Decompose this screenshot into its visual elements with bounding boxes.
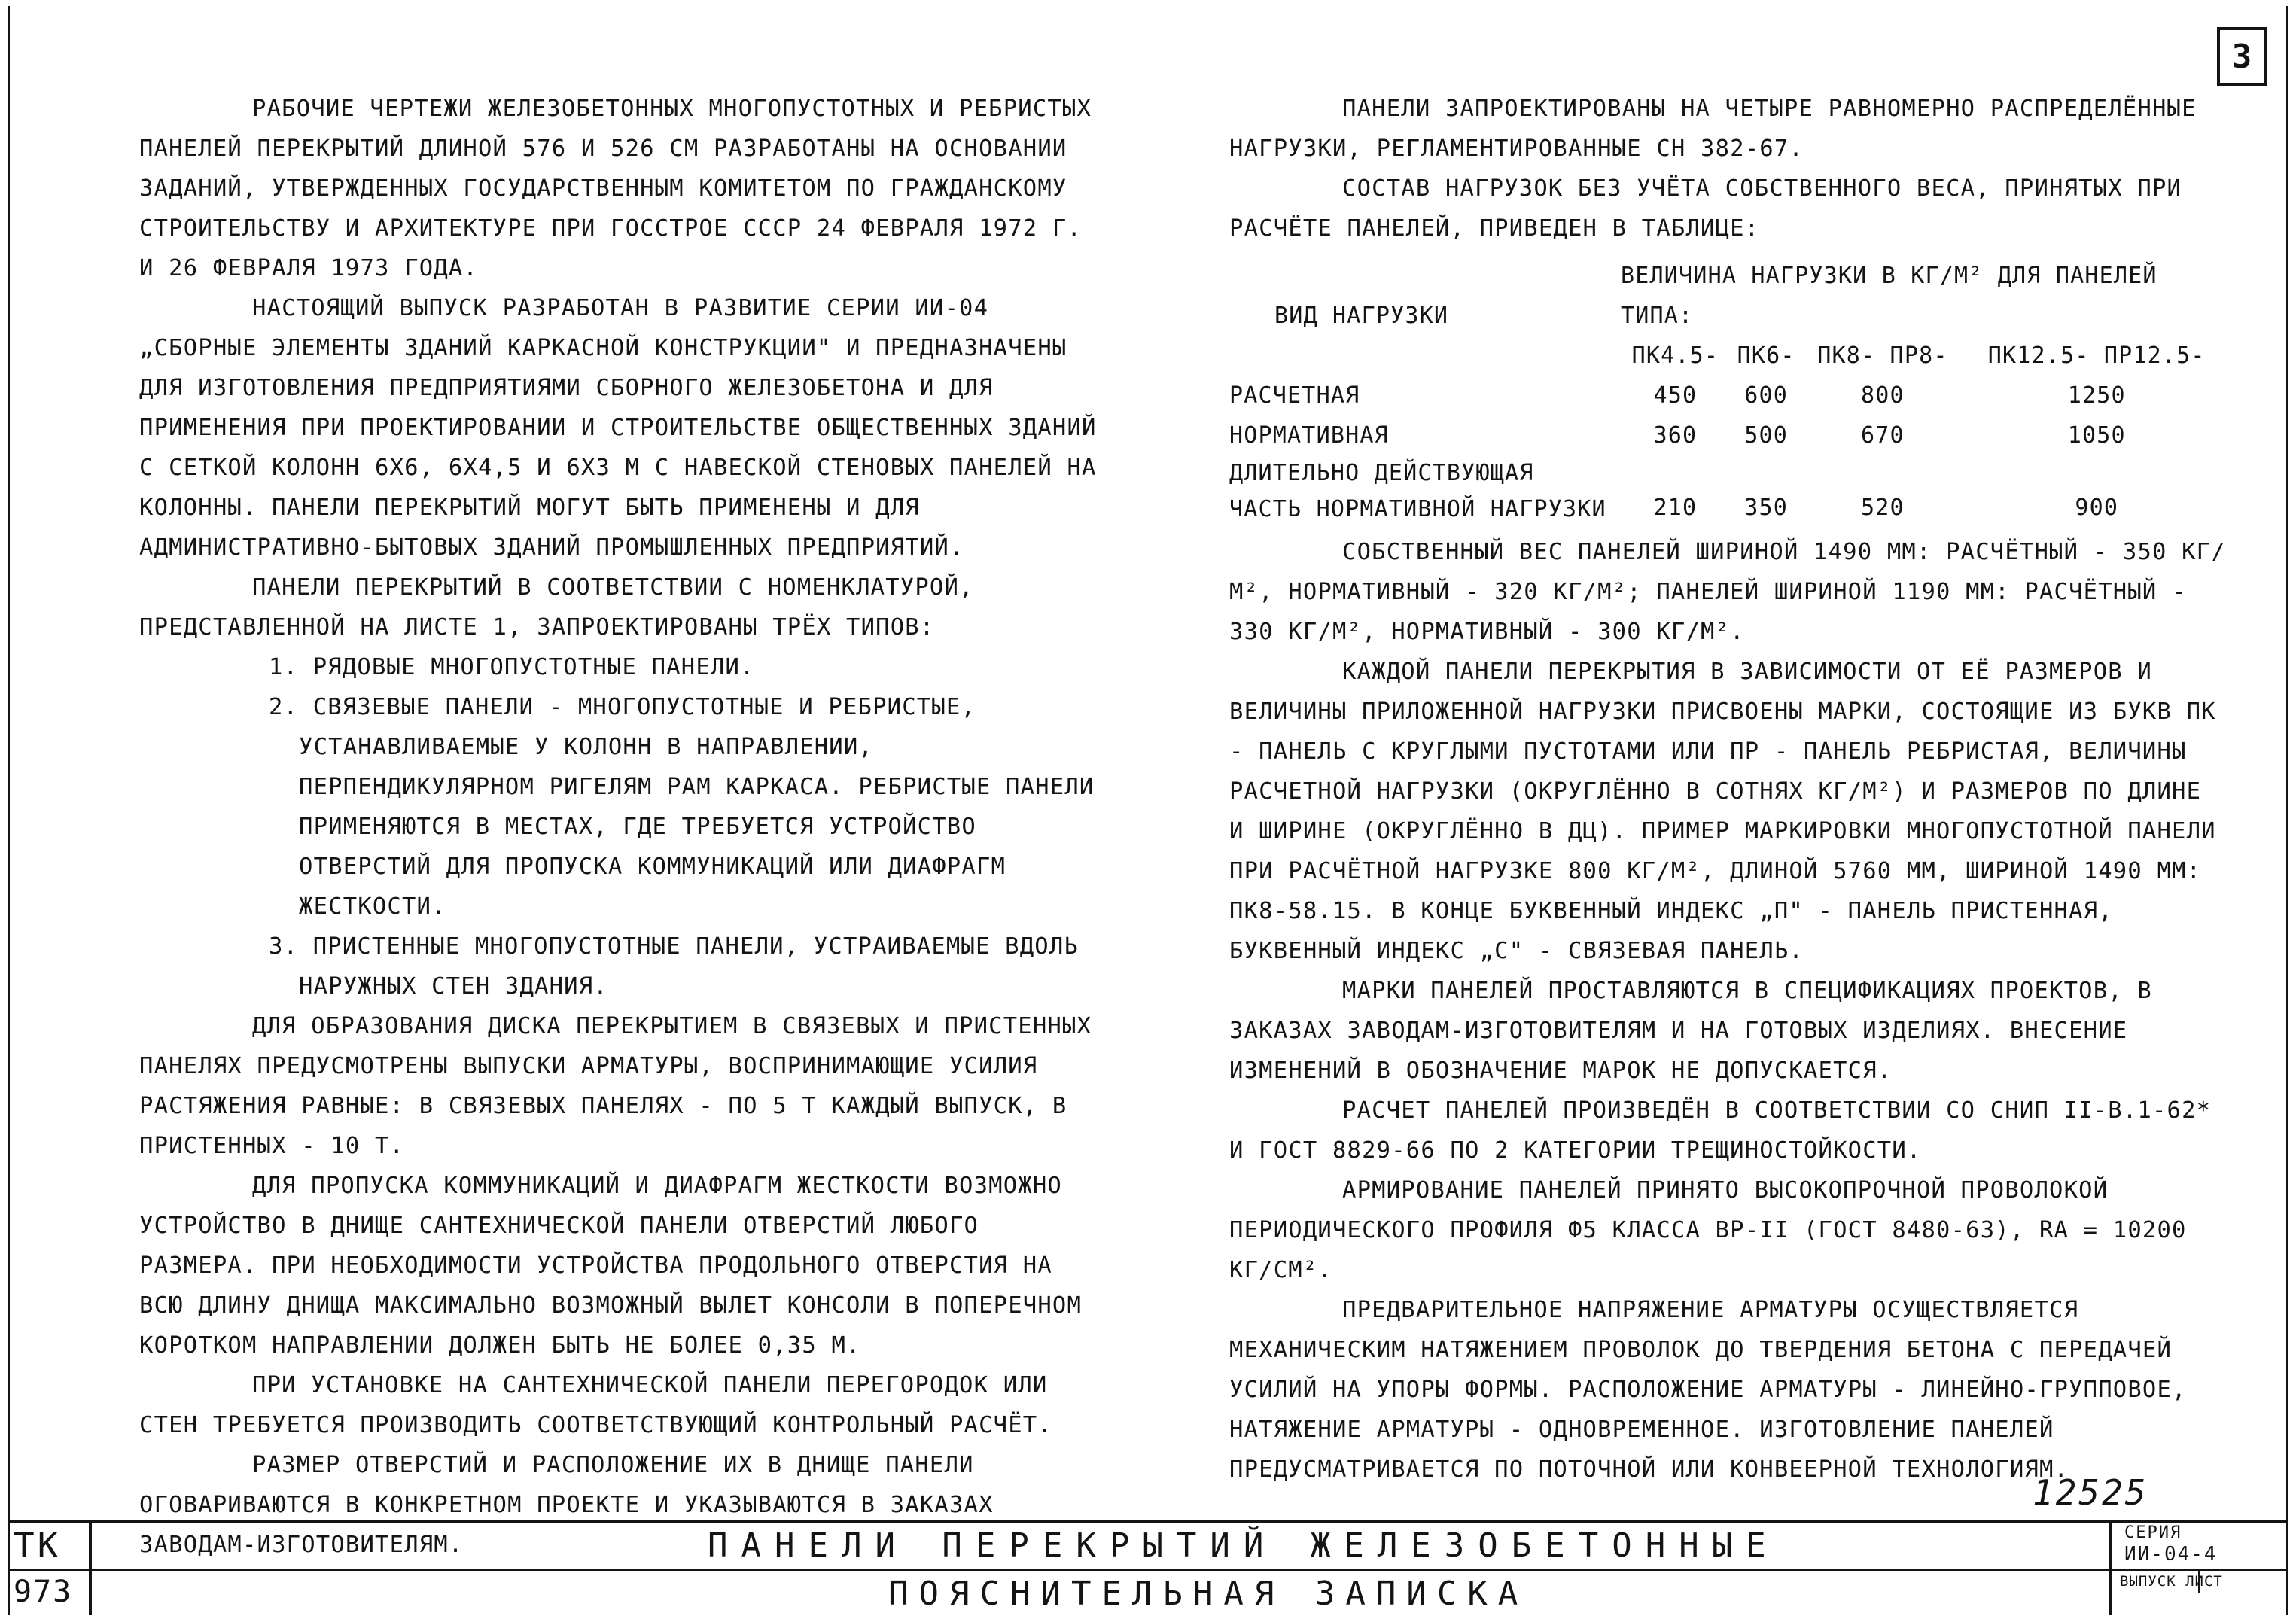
title-block-top-line [8, 1520, 2288, 1523]
right-paragraph-3: СОБСТВЕННЫЙ ВЕС ПАНЕЛЕЙ ШИРИНОЙ 1490 ММ: РАСЧЁТНЫЙ - 350 КГ/М², НОРМАТИВНЫЙ - 320 КГ/М²; ПАНЕЛЕЙ ШИРИНОЙ 1190 ММ: РАСЧЁТНЫЙ - 330 КГ/М², НОРМАТИВНЫЙ - 300 КГ/М². [1229, 539, 2226, 645]
title-block [8, 1520, 2288, 1615]
frame-right [2286, 6, 2288, 1615]
load-value: 520 [1861, 495, 1905, 521]
right-paragraph-1: ПАНЕЛИ ЗАПРОЕКТИРОВАНЫ НА ЧЕТЫРЕ РАВНОМЕРНО РАСПРЕДЕЛЁННЫЕ НАГРУЗКИ, РЕГЛАМЕНТИРОВАННЫЕ СН 382-67. [1229, 96, 2197, 162]
left-paragraph-4: ДЛЯ ОБРАЗОВАНИЯ ДИСКА ПЕРЕКРЫТИЕМ В СВЯЗЕВЫХ И ПРИСТЕННЫХ ПАНЕЛЯХ ПРЕДУСМОТРЕНЫ ВЫПУСКИ АРМАТУРЫ, ВОСПРИНИМАЮЩИЕ УСИЛИЯ РАСТЯЖЕНИЯ РАВНЫЕ: В СВЯЗЕВЫХ ПАНЕЛЯХ - ПО 5 Т КАЖДЫЙ ВЫПУСК, В ПРИСТЕННЫХ - 10 Т. [139, 1013, 1092, 1159]
left-list-item-3: 3. ПРИСТЕННЫЕ МНОГОПУСТОТНЫЕ ПАНЕЛИ, УСТРАИВАЕМЫЕ ВДОЛЬ НАРУЖНЫХ СТЕН ЗДАНИЯ. [269, 933, 1079, 1000]
panel-type: ПК8- ПР8- [1817, 342, 1948, 369]
org-code: ТК [14, 1525, 62, 1566]
load-value: 350 [1744, 495, 1788, 521]
load-value: 450 [1653, 382, 1698, 409]
series-label: СЕРИЯ [2124, 1523, 2182, 1542]
page-number-box [2217, 27, 2267, 86]
left-paragraph-1: РАБОЧИЕ ЧЕРТЕЖИ ЖЕЛЕЗОБЕТОННЫХ МНОГОПУСТОТНЫХ И РЕБРИСТЫХ ПАНЕЛЕЙ ПЕРЕКРЫТИЙ ДЛИНОЙ 576 И 526 СМ РАЗРАБОТАНЫ НА ОСНОВАНИИ ЗАДАНИЙ, УТВЕРЖДЕННЫХ ГОСУДАРСТВЕННЫМ КОМИТЕТОМ ПО ГРАЖДАНСКОМУ СТРОИТЕЛЬСТВУ И АРХИТЕКТУРЕ ПРИ ГОССТРОЕ СССР 24 ФЕВРАЛЯ 1972 Г. И 26 ФЕВРАЛЯ 1973 ГОДА. [139, 96, 1092, 281]
left-list-item-2: 2. СВЯЗЕВЫЕ ПАНЕЛИ - МНОГОПУСТОТНЫЕ И РЕБРИСТЫЕ, УСТАНАВЛИВАЕМЫЕ У КОЛОНН В НАПРАВЛЕНИИ, ПЕРПЕНДИКУЛЯРНОМ РИГЕЛЯМ РАМ КАРКАСА. РЕБРИСТЫЕ ПАНЕЛИ ПРИМЕНЯЮТСЯ В МЕСТАХ, ГДЕ ТРЕБУЕТСЯ УСТРОЙСТВО ОТВЕРСТИЙ ДЛЯ ПРОПУСКА КОММУНИКАЦИЙ ИЛИ ДИАФРАГМ ЖЕСТКОСТИ. [269, 694, 1095, 920]
load-name: ДЛИТЕЛЬНО ДЕЙСТВУЮЩАЯ ЧАСТЬ НОРМАТИВНОЙ НАГРУЗКИ [1229, 460, 1606, 522]
left-paragraph-5: ДЛЯ ПРОПУСКА КОММУНИКАЦИЙ И ДИАФРАГМ ЖЕСТКОСТИ ВОЗМОЖНО УСТРОЙСТВО В ДНИЩЕ САНТЕХНИЧЕСКОЙ ПАНЕЛИ ОТВЕРСТИЙ ЛЮБОГО РАЗМЕРА. ПРИ НЕОБХОДИМОСТИ УСТРОЙСТВА ПРОДОЛЬНОГО ОТВЕРСТИЯ НА ВСЮ ДЛИНУ ДНИЩА МАКСИМАЛЬНО ВОЗМОЖНЫЙ ВЫЛЕТ КОНСОЛИ В ПОПЕРЕЧНОМ КОРОТКОМ НАПРАВЛЕНИИ ДОЛЖЕН БЫТЬ НЕ БОЛЕЕ 0,35 М. [139, 1173, 1083, 1359]
right-column [1229, 89, 2231, 1490]
right-paragraph-6: РАСЧЕТ ПАНЕЛЕЙ ПРОИЗВЕДЁН В СООТВЕТСТВИИ СО СНИП II-В.1-62* И ГОСТ 8829-66 ПО 2 КАТЕГОРИИ ТРЕЩИНОСТОЙКОСТИ. [1229, 1097, 2212, 1164]
load-value: 1250 [2067, 382, 2126, 409]
series-value: ИИ-04-4 [2124, 1543, 2218, 1566]
drawing-subtitle: ПОЯСНИТЕЛЬНАЯ ЗАПИСКА [888, 1575, 1529, 1613]
load-value: 600 [1744, 382, 1788, 409]
inventory-number: 12525 [2033, 1472, 2148, 1513]
load-value: 210 [1653, 495, 1698, 521]
load-name: НОРМАТИВНАЯ [1229, 422, 1389, 449]
load-value: 800 [1861, 382, 1905, 409]
left-list-item-1: 1. РЯДОВЫЕ МНОГОПУСТОТНЫЕ ПАНЕЛИ. [269, 654, 755, 680]
panel-type: ПК12.5- ПР12.5- [1987, 342, 2206, 369]
left-column [139, 89, 1099, 1565]
load-table-header-label: ВИД НАГРУЗКИ [1274, 303, 1449, 329]
right-paragraph-4: КАЖДОЙ ПАНЕЛИ ПЕРЕКРЫТИЯ В ЗАВИСИМОСТИ ОТ ЕЁ РАЗМЕРОВ И ВЕЛИЧИНЫ ПРИЛОЖЕННОЙ НАГРУЗКИ ПРИСВОЕНЫ МАРКИ, СОСТОЯЩИЕ ИЗ БУКВ ПК - ПАНЕЛЬ С КРУГЛЫМИ ПУСТОТАМИ ИЛИ ПР - ПАНЕЛЬ РЕБРИСТАЯ, ВЕЛИЧИНЫ РАСЧЕТНОЙ НАГРУЗКИ (ОКРУГЛЁННО В СОТНЯХ КГ/М²) И РАЗМЕРОВ ПО ДЛИНЕ И ШИРИНЕ (ОКРУГЛЁННО В ДЦ). ПРИМЕР МАРКИРОВКИ МНОГОПУСТОТНОЙ ПАНЕЛИ ПРИ РАСЧЁТНОЙ НАГРУЗКЕ 800 КГ/М², ДЛИНОЙ 5760 ММ, ШИРИНОЙ 1490 ММ: ПК8-58.15. В КОНЦЕ БУКВЕННЫЙ ИНДЕКС „П" - ПАНЕЛЬ ПРИСТЕННАЯ, БУКВЕННЫЙ ИНДЕКС „С" - СВЯЗЕВАЯ ПАНЕЛЬ. [1229, 659, 2216, 964]
left-paragraph-6: ПРИ УСТАНОВКЕ НА САНТЕХНИЧЕСКОЙ ПАНЕЛИ ПЕРЕГОРОДОК ИЛИ СТЕН ТРЕБУЕТСЯ ПРОИЗВОДИТЬ СООТВЕТСТВУЮЩИЙ КОНТРОЛЬНЫЙ РАСЧЁТ. [139, 1372, 1052, 1438]
load-table-row [1229, 376, 2231, 415]
frame-left [8, 6, 10, 1615]
left-paragraph-3: ПАНЕЛИ ПЕРЕКРЫТИЙ В СООТВЕТСТВИИ С НОМЕНКЛАТУРОЙ, ПРЕДСТАВЛЕННОЙ НА ЛИСТЕ 1, ЗАПРОЕКТИРОВАНЫ ТРЁХ ТИПОВ: [139, 574, 974, 641]
year-code: 973 [14, 1575, 73, 1609]
drawing-sheet [8, 6, 2288, 1615]
title-block-right-divider [2109, 1520, 2112, 1615]
load-value: 900 [2075, 495, 2119, 521]
right-paragraph-2: СОСТАВ НАГРУЗОК БЕЗ УЧЁТА СОБСТВЕННОГО ВЕСА, ПРИНЯТЫХ ПРИ РАСЧЁТЕ ПАНЕЛЕЙ, ПРИВЕДЕН В ТАБЛИЦЕ: [1229, 175, 2182, 242]
page-number: 3 [2231, 37, 2252, 76]
load-table-header-row [1229, 256, 2231, 336]
load-value: 500 [1744, 422, 1788, 449]
title-block-mid-line [8, 1569, 2288, 1571]
drawing-title: ПАНЕЛИ ПЕРЕКРЫТИЙ ЖЕЛЕЗОБЕТОННЫЕ [708, 1526, 1780, 1565]
load-value: 670 [1861, 422, 1905, 449]
right-paragraph-7: АРМИРОВАНИЕ ПАНЕЛЕЙ ПРИНЯТО ВЫСОКОПРОЧНОЙ ПРОВОЛОКОЙ ПЕРИОДИЧЕСКОГО ПРОФИЛЯ Ф5 КЛАССА ВР-II (ГОСТ 8480-63), RA = 10200 КГ/СМ². [1229, 1177, 2187, 1283]
load-table [1229, 256, 2231, 528]
panel-type: ПК4.5- [1631, 342, 1719, 369]
load-value: 1050 [2067, 422, 2126, 449]
right-paragraph-8: ПРЕДВАРИТЕЛЬНОЕ НАПРЯЖЕНИЕ АРМАТУРЫ ОСУЩЕСТВЛЯЕТСЯ МЕХАНИЧЕСКИМ НАТЯЖЕНИЕМ ПРОВОЛОК ДО ТВЕРДЕНИЯ БЕТОНА С ПЕРЕДАЧЕЙ УСИЛИЙ НА УПОРЫ ФОРМЫ. РАСПОЛОЖЕНИЕ АРМАТУРЫ - ЛИНЕЙНО-ГРУППОВОЕ, НАТЯЖЕНИЕ АРМАТУРЫ - ОДНОВРЕМЕННОЕ. ИЗГОТОВЛЕНИЕ ПАНЕЛЕЙ ПРЕДУСМАТРИВАЕТСЯ ПО ПОТОЧНОЙ ИЛИ КОНВЕЕРНОЙ ТЕХНОЛОГИЯМ. [1229, 1297, 2187, 1483]
left-paragraph-2: НАСТОЯЩИЙ ВЫПУСК РАЗРАБОТАН В РАЗВИТИЕ СЕРИИ ИИ-04 „СБОРНЫЕ ЭЛЕМЕНТЫ ЗДАНИЙ КАРКАСНОЙ КОНСТРУКЦИИ" И ПРЕДНАЗНАЧЕНЫ ДЛЯ ИЗГОТОВЛЕНИЯ ПРЕДПРИЯТИЯМИ СБОРНОГО ЖЕЛЕЗОБЕТОНА И ДЛЯ ПРИМЕНЕНИЯ ПРИ ПРОЕКТИРОВАНИИ И СТРОИТЕЛЬСТВЕ ОБЩЕСТВЕННЫХ ЗДАНИЙ С СЕТКОЙ КОЛОНН 6Х6, 6Х4,5 И 6Х3 М С НАВЕСКОЙ СТЕНОВЫХ ПАНЕЛЕЙ НА КОЛОННЫ. ПАНЕЛИ ПЕРЕКРЫТИЙ МОГУТ БЫТЬ ПРИМЕНЕНЫ И ДЛЯ АДМИНИСТРАТИВНО-БЫТОВЫХ ЗДАНИЙ ПРОМЫШЛЕННЫХ ПРЕДПРИЯТИЙ. [139, 295, 1097, 561]
load-table-types-row [1229, 336, 2231, 376]
load-value: 360 [1653, 422, 1698, 449]
title-block-left-divider [89, 1520, 92, 1615]
issue-sheet-label: ВЫПУСК ЛИСТ [2120, 1573, 2223, 1590]
right-paragraph-5: МАРКИ ПАНЕЛЕЙ ПРОСТАВЛЯЮТСЯ В СПЕЦИФИКАЦИЯХ ПРОЕКТОВ, В ЗАКАЗАХ ЗАВОДАМ-ИЗГОТОВИТЕЛЯМ И НА ГОТОВЫХ ИЗДЕЛИЯХ. ВНЕСЕНИЕ ИЗМЕНЕНИЙ В ОБОЗНАЧЕНИЕ МАРОК НЕ ДОПУСКАЕТСЯ. [1229, 978, 2152, 1084]
load-table-row [1229, 415, 2231, 455]
load-table-row [1229, 455, 2231, 528]
panel-type: ПК6- [1737, 342, 1795, 369]
load-table-header-title: ВЕЛИЧИНА НАГРУЗКИ В КГ/М² ДЛЯ ПАНЕЛЕЙ ТИПА: [1621, 263, 2157, 329]
left-paragraph-7: РАЗМЕР ОТВЕРСТИЙ И РАСПОЛОЖЕНИЕ ИХ В ДНИЩЕ ПАНЕЛИ ОГОВАРИВАЮТСЯ В КОНКРЕТНОМ ПРОЕКТЕ И УКАЗЫВАЮТСЯ В ЗАКАЗАХ ЗАВОДАМ-ИЗГОТОВИТЕЛЯМ. [139, 1452, 994, 1558]
load-name: РАСЧЕТНАЯ [1229, 382, 1360, 409]
